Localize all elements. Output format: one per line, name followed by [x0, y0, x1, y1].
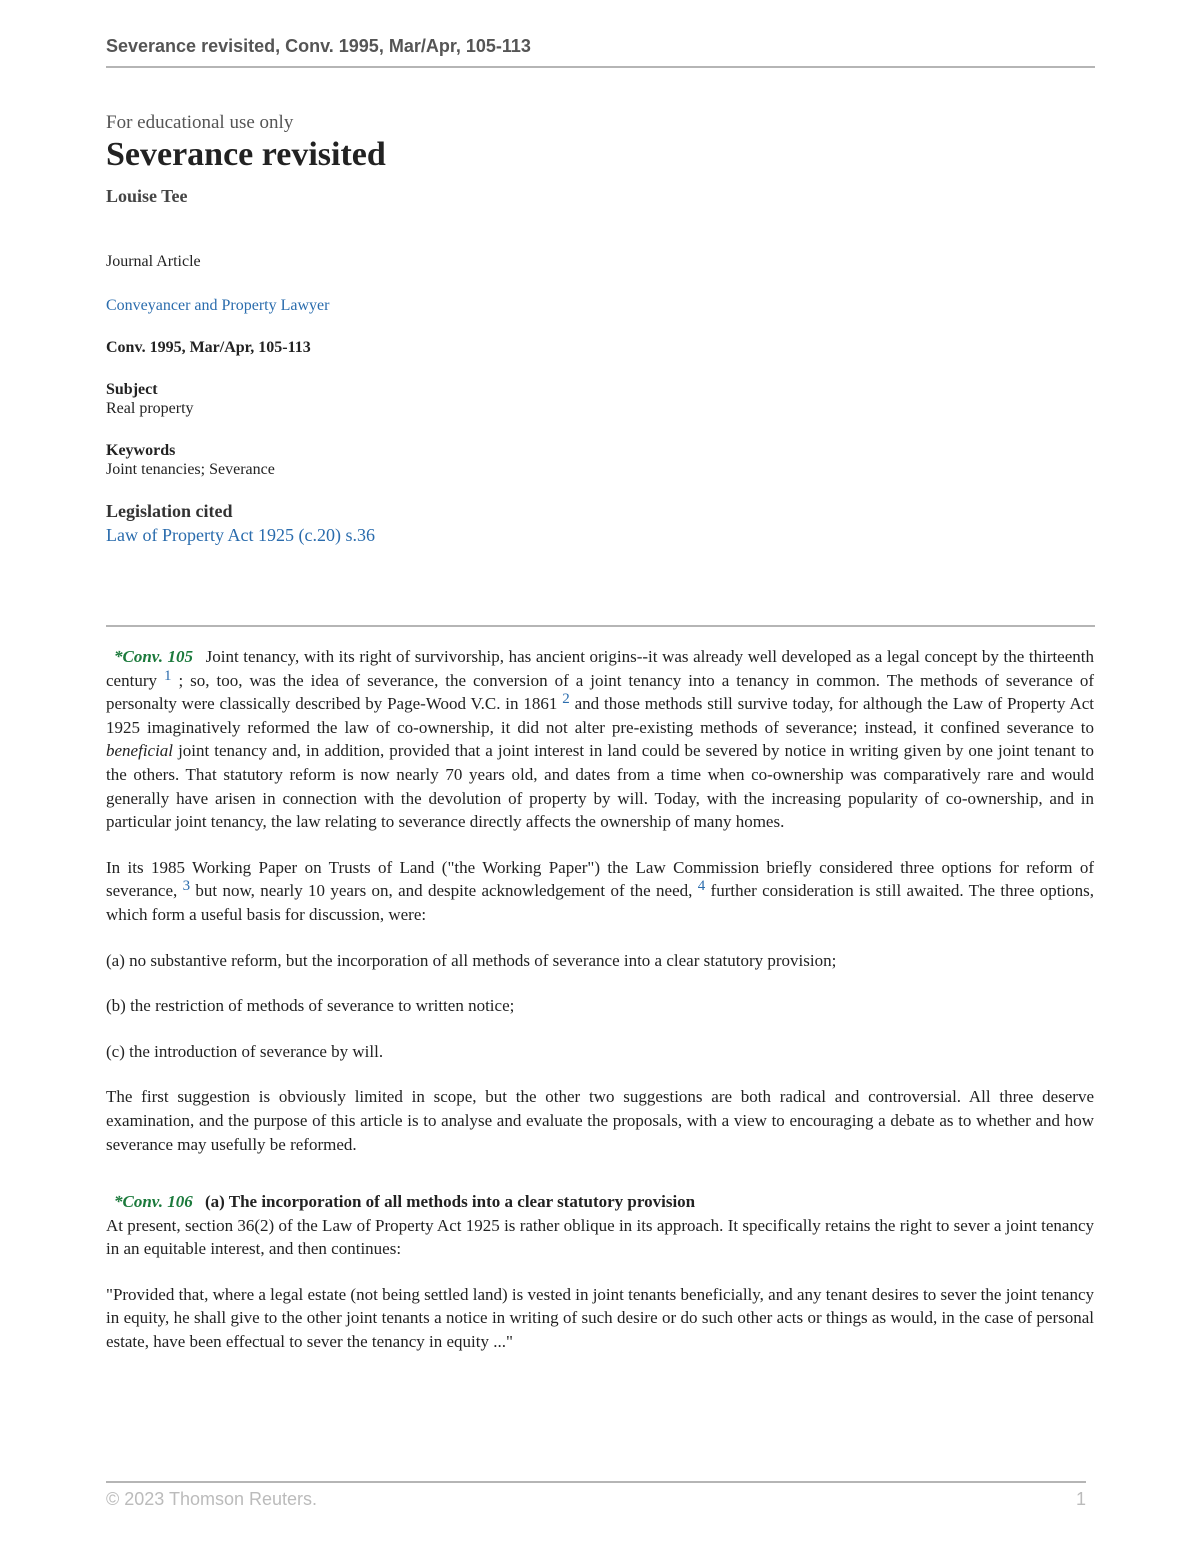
block-quote: "Provided that, where a legal estate (not being settled land) is vested in joint tenants beneficially, and any tenant desires to sever the joint tenancy in equity, he shall give to the other joint tenants a notice in writing of such desire or do such other acts or things as would, in the case of personal estate, have been effectual to sever the tenancy in equity ..." [106, 1284, 1094, 1352]
keywords-value: Joint tenancies; Severance [106, 461, 275, 478]
document-metadata [106, 112, 1094, 546]
option-b: (b) the restriction of methods of severance to written notice; [106, 996, 515, 1016]
paragraph-1 [106, 645, 1094, 834]
paragraph-text: joint tenancy and, in addition, provided that a joint interest in land could be severed by notice in writing given by one joint tenant to the others. That statutory reform is now nearly 70 years old, and dates from a time when co-ownership was comparatively rare and would generally have arisen in connection with the devolution of property by will. Today, with the increasing popularity of co-ownership, and in particular joint tenancy, the law relating to severance directly affects the ownership of many homes. [106, 741, 1095, 832]
legislation-label: Legislation cited [106, 501, 233, 521]
subject-value: Real property [106, 400, 194, 417]
section-heading: (a) The incorporation of all methods into a clear statutory provision [204, 1192, 696, 1212]
header-divider [106, 66, 1095, 68]
page-number: 1 [1075, 1489, 1086, 1509]
article-body [106, 645, 1094, 1376]
subject-label: Subject [106, 381, 158, 398]
keywords-label: Keywords [106, 442, 176, 459]
emphasis: beneficial [106, 741, 174, 761]
paragraph-3: The first suggestion is obviously limited in scope, but the other two suggestions are both radical and controversial. All three deserve examination, and the purpose of this article is to analyse and evaluate the proposals, with a view to encouraging a debate as to whether and how severance may usefully be reformed. [106, 1087, 1094, 1154]
section-paragraph: At present, section 36(2) of the Law of Property Act 1925 is rather oblique in its approach. It specifically retains the right to sever a joint tenancy in an equitable interest, and then continues: [106, 1215, 1094, 1259]
option-c: (c) the introduction of severance by will. [106, 1041, 384, 1061]
footnote-link[interactable]: 3 [182, 878, 191, 895]
paragraph-2 [106, 856, 1094, 927]
section-heading-line [106, 1190, 1094, 1214]
body-divider [106, 625, 1095, 627]
footnote-link[interactable]: 2 [562, 691, 570, 708]
paragraph-text: Joint tenancy, with its right of survivorship, has ancient origins--it was already well developed as a legal concept by the thirteenth century [106, 647, 1094, 690]
document-title: Severance revisited [106, 136, 386, 173]
footer-divider [106, 1481, 1086, 1483]
copyright-notice: © 2023 Thomson Reuters. [106, 1489, 318, 1509]
option-a: (a) no substantive reform, but the incorporation of all methods of severance into a clear statutory provision; [106, 950, 837, 970]
paragraph-text: further consideration is still awaited. The three options, which form a useful basis for discussion, were: [106, 881, 1095, 924]
paragraph-text: and those methods still survive today, for although the Law of Property Act 1925 imaginatively reformed the law of co-ownership, it did not alter pre-existing methods of severance; instead, it confined severance to [106, 694, 1095, 737]
author-name: Louise Tee [106, 186, 188, 206]
footnote-link[interactable]: 1 [163, 667, 172, 684]
paragraph-text: In its 1985 Working Paper on Trusts of Land ("the Working Paper") the Law Commission briefly considered three options for reform of severance, [106, 857, 1094, 901]
educational-notice: For educational use only [106, 112, 294, 133]
footnote-link[interactable]: 4 [697, 878, 706, 895]
document-type: Journal Article [106, 253, 201, 270]
legislation-link[interactable]: Law of Property Act 1925 (c.20) s.36 [106, 525, 375, 545]
citation: Conv. 1995, Mar/Apr, 105-113 [106, 339, 311, 356]
journal-link[interactable]: Conveyancer and Property Lawyer [106, 297, 330, 314]
star-page-marker: *Conv. 106 [114, 1192, 193, 1212]
running-header: Severance revisited, Conv. 1995, Mar/Apr, 105-113 [106, 36, 531, 56]
paragraph-text: but now, nearly 10 years on, and despite acknowledgement of the need, [195, 881, 693, 901]
paragraph-text: ; so, too, was the idea of severance, the conversion of a joint tenancy into a tenancy in common. The methods of severance of personalty were classically described by Page-Wood V.C. in 1861 [106, 670, 1095, 714]
star-page-marker: *Conv. 105 [114, 647, 194, 666]
